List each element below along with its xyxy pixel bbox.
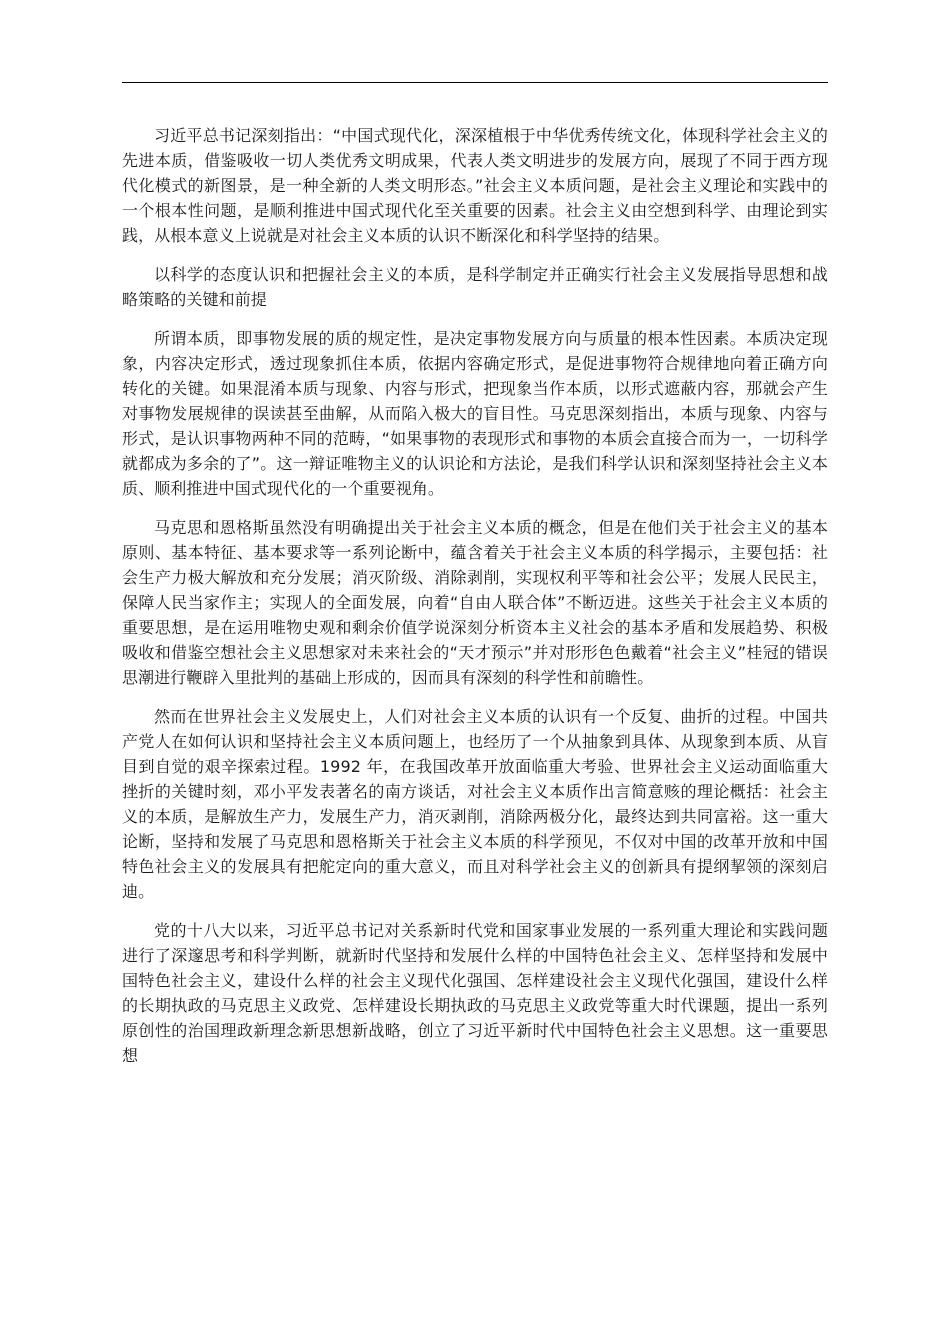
paragraph-1: 习近平总书记深刻指出：“中国式现代化，深深植根于中华优秀传统文化，体现科学社会主义的先进本质，借鉴吸收一切人类优秀文明成果，代表人类文明进步的发展方向，展现了不同于西方现代化模式的新图景，是一种全新的人类文明形态。”社会主义本质问题，是社会主义理论和实践中的一个根本性问题，是顺利推进中国式现代化至关重要的因素。社会主义由空想到科学、由理论到实践，从根本意义上说就是对社会主义本质的认识不断深化和科学坚持的结果。 (122, 126, 828, 245)
paragraph-6: 党的十八大以来，习近平总书记对关系新时代党和国家事业发展的一系列重大理论和实践问题进行了深邃思考和科学判断，就新时代坚持和发展什么样的中国特色社会主义、怎样坚持和发展中国特色社会主义，建设什么样的社会主义现代化强国、怎样建设社会主义现代化强国，建设什么样的长期执政的马克思主义政党、怎样建设长期执政的马克思主义政党等重大时代课题，提出一系列原创性的治国理政新理念新思想新战略，创立了习近平新时代中国特色社会主义思想。这一重要思想 (122, 921, 828, 1065)
paragraph-5: 然而在世界社会主义发展史上，人们对社会主义本质的认识有一个反复、曲折的过程。中国共产党人在如何认识和坚持社会主义本质问题上，也经历了一个从抽象到具体、从现象到本质、从盲目到自觉的艰辛探索过程。1992 年，在我国改革开放面临重大考验、世界社会主义运动面临重大挫折的关键时刻，邓小平发表著名的南方谈话，对社会主义本质作出言简意赅的理论概括：社会主义的本质，是解放生产力，发展生产力，消灭剥削，消除两极分化，最终达到共同富裕。这一重大论断，坚持和发展了马克思和恩格斯关于社会主义本质的科学预见，不仅对中国的改革开放和中国特色社会主义的发展具有把舵定向的重大意义，而且对科学社会主义的创新具有提纲挈领的深刻启迪。 (122, 707, 828, 901)
paragraph-4: 马克思和恩格斯虽然没有明确提出关于社会主义本质的概念，但是在他们关于社会主义的基本原则、基本特征、基本要求等一系列论断中，蕴含着关于社会主义本质的科学揭示，主要包括：社会生产力极大解放和充分发展；消灭阶级、消除剥削，实现权利平等和社会公平；发展人民民主，保障人民当家作主；实现人的全面发展，向着“自由人联合体”不断迈进。这些关于社会主义本质的重要思想，是在运用唯物史观和剩余价值学说深刻分析资本主义社会的基本矛盾和发展趋势、积极吸收和借鉴空想社会主义思想家对未来社会的“天才预示”并对形形色色戴着“社会主义”桂冠的错误思潮进行鞭辟入里批判的基础上形成的，因而具有深刻的科学性和前瞻性。 (122, 518, 828, 687)
paragraph-2: 以科学的态度认识和把握社会主义的本质，是科学制定并正确实行社会主义发展指导思想和战略策略的关键和前提 (122, 265, 828, 309)
header-rule (122, 82, 828, 83)
paragraph-3: 所谓本质，即事物发展的质的规定性，是决定事物发展方向与质量的根本性因素。本质决定现象，内容决定形式，透过现象抓住本质，依据内容确定形式，是促进事物符合规律地向着正确方向转化的关键。如果混淆本质与现象、内容与形式，把现象当作本质，以形式遮蔽内容，那就会产生对事物发展规律的误读甚至曲解，从而陷入极大的盲目性。马克思深刻指出，本质与现象、内容与形式，是认识事物两种不同的范畴，“如果事物的表现形式和事物的本质会直接合而为一，一切科学就都成为多余的了”。这一辩证唯物主义的认识论和方法论，是我们科学认识和深刻坚持社会主义本质、顺利推进中国式现代化的一个重要视角。 (122, 329, 828, 498)
document-body (122, 123, 828, 1082)
